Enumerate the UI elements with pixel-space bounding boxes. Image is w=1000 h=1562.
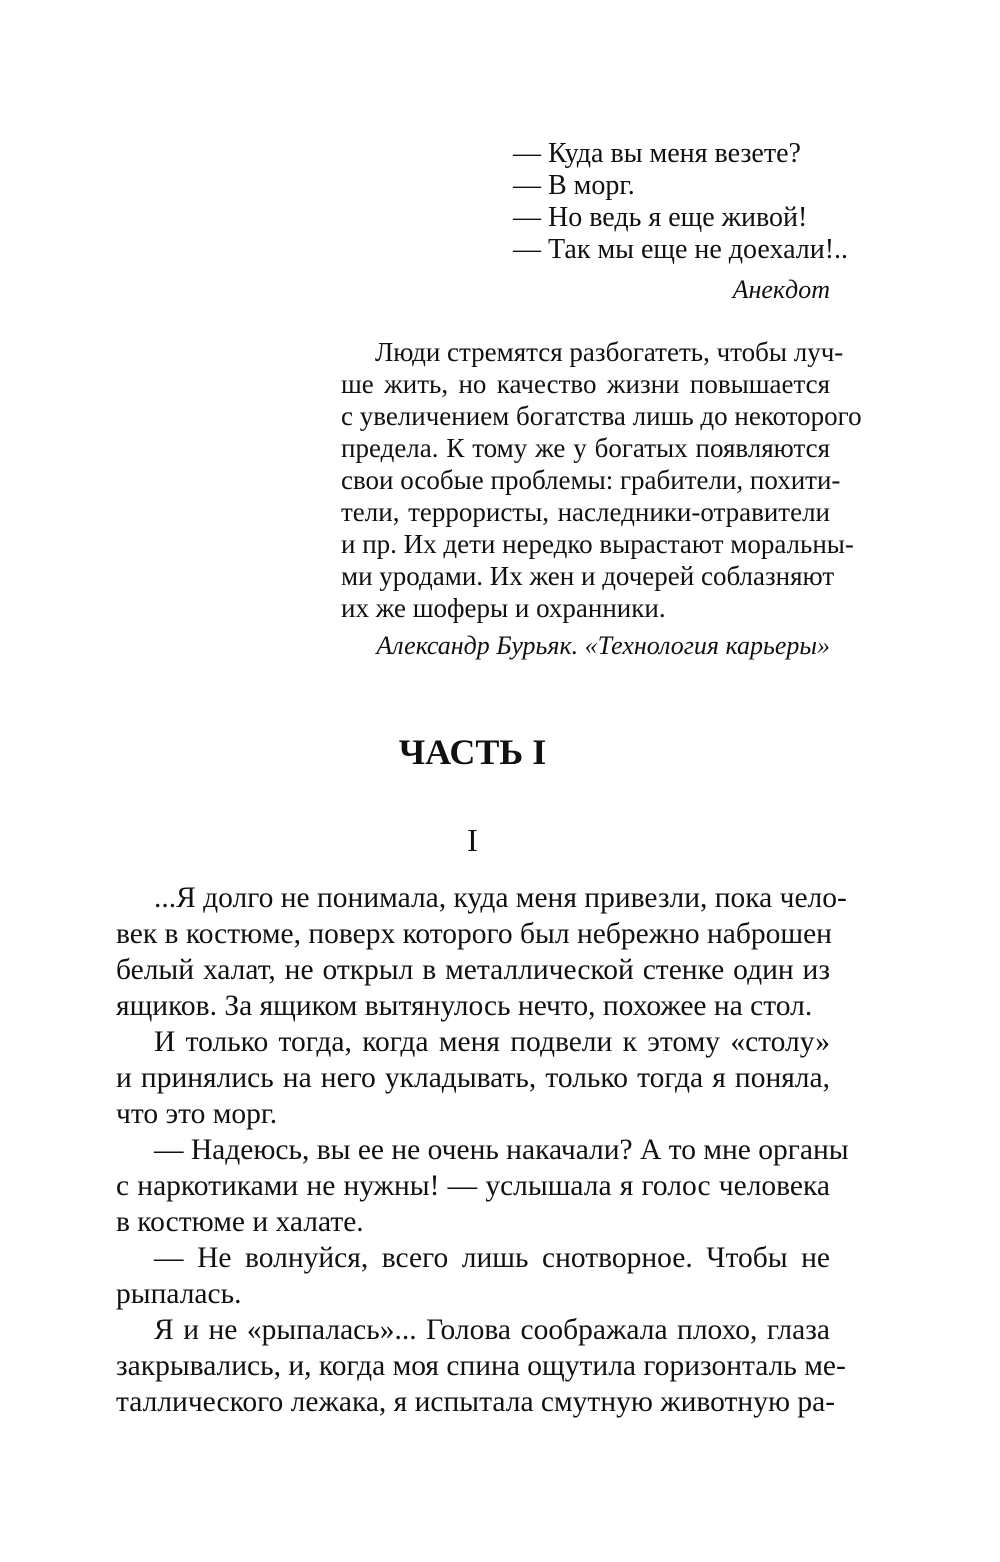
- body-line: ящиков. За ящиком вытянулось нечто, похожее на стол.: [116, 990, 813, 1022]
- body-line: таллического лежака, я испытала смутную животную ра-: [116, 1386, 836, 1418]
- body-line: закрывались, и, когда моя спина ощутила горизонталь ме-: [116, 1350, 846, 1382]
- dialogue-line: — Но ведь я еще живой!: [513, 202, 808, 233]
- quote-line: с увеличением богатства лишь до некоторого: [341, 401, 862, 431]
- quote-line: предела. К тому же у богатых появляются: [341, 433, 830, 463]
- dialogue-line: — Куда вы меня везете?: [513, 138, 801, 169]
- body-line: век в костюме, поверх которого был небрежно наброшен: [116, 918, 832, 950]
- quote-line: и пр. Их дети нередко вырастают моральны-: [341, 529, 854, 559]
- body-line: и принялись на него укладывать, только тогда я поняла,: [116, 1062, 830, 1094]
- body-line: что это морг.: [116, 1098, 278, 1130]
- part-title: ЧАСТЬ I: [398, 732, 547, 772]
- quote-line: их же шоферы и охранники.: [341, 593, 666, 623]
- body-line: И только тогда, когда меня подвели к этому «столу»: [154, 1026, 830, 1058]
- body-line: с наркотиками не нужны! — услышала я голос человека: [116, 1170, 830, 1202]
- epigraph-attribution: Александр Бурьяк. «Технология карьеры»: [376, 631, 830, 660]
- body-line: в костюме и халате.: [116, 1206, 364, 1238]
- epigraph-attribution: Анекдот: [732, 275, 830, 304]
- dialogue-line: — В морг.: [513, 170, 635, 201]
- body-line: — Не волнуйся, всего лишь снотворное. Чтобы не: [154, 1242, 830, 1274]
- quote-line: свои особые проблемы: грабители, похити-: [341, 465, 841, 495]
- body-line: рыпалась.: [116, 1278, 242, 1310]
- body-line: — Надеюсь, вы ее не очень накачали? А то мне органы: [154, 1134, 849, 1166]
- quote-line: ми уродами. Их жен и дочерей соблазняют: [341, 561, 835, 591]
- quote-line: Люди стремятся разбогатеть, чтобы луч-: [375, 337, 844, 367]
- quote-line: ше жить, но качество жизни повышается: [341, 369, 830, 399]
- chapter-number: I: [467, 822, 478, 858]
- body-line: Я и не «рыпалась»... Голова соображала плохо, глаза: [154, 1314, 830, 1346]
- body-line: ...Я долго не понимала, куда меня привезли, пока чело-: [154, 882, 847, 914]
- body-line: белый халат, не открыл в металлической стенке один из: [116, 954, 830, 986]
- dialogue-line: — Так мы еще не доехали!..: [513, 234, 849, 265]
- quote-line: тели, террористы, наследники-отравители: [341, 497, 830, 527]
